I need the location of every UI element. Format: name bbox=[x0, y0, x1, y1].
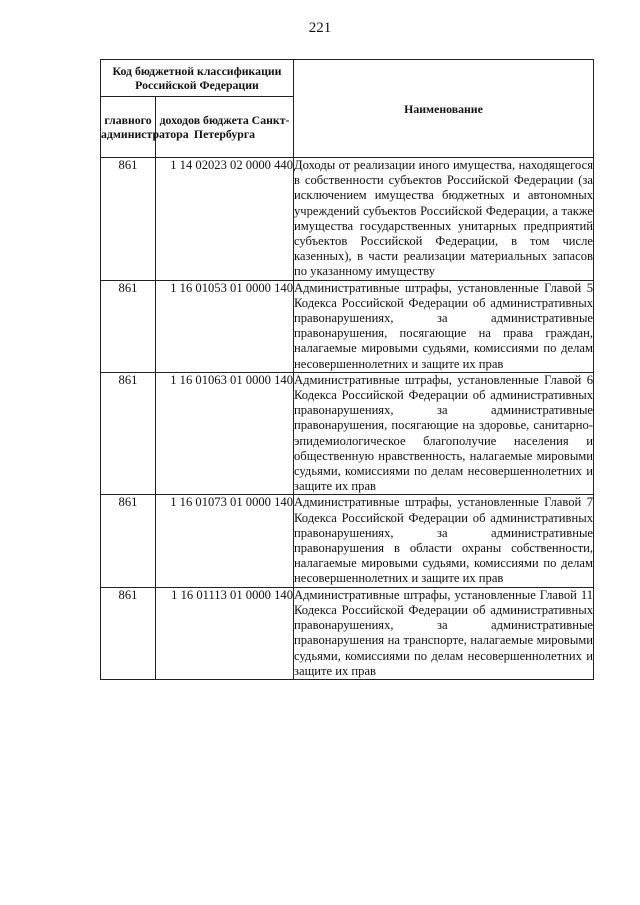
header-name: Наименование bbox=[294, 60, 594, 158]
income-code-cell: 1 16 01073 01 0000 140 bbox=[156, 495, 294, 587]
table-row bbox=[101, 372, 594, 495]
admin-code-cell: 861 bbox=[101, 280, 156, 372]
admin-code-cell: 861 bbox=[101, 587, 156, 679]
income-name-cell: Административные штрафы, установленные Главой 5 Кодекса Российской Федерации об административных правонарушениях, за административные правонарушения, посягающие на права граждан, налагаемые мировыми судьями, комиссиями по делам несовершеннолетних и защите их прав bbox=[294, 280, 593, 371]
budget-classification-table bbox=[100, 59, 594, 680]
table-row bbox=[101, 587, 594, 679]
income-name-cell: Доходы от реализации иного имущества, находящегося в собственности субъектов Российской Федерации (за исключением имущества бюджетных и автономных учреждений субъектов Российской Федерации, а также имущества государственных унитарных предприятий субъектов Российской Федерации, в том числе казенных), в части реализации материальных запасов по указанному имуществу bbox=[294, 158, 593, 279]
table-row bbox=[101, 158, 594, 281]
header-main-administrator: главного администратора bbox=[101, 97, 156, 158]
income-name-cell: Административные штрафы, установленные Главой 6 Кодекса Российской Федерации об административных правонарушениях, за административные правонарушения, посягающие на здоровье, санитарно-эпидемиологическое благополучие населения и общественную нравственность, налагаемые мировыми судьями, комиссиями по делам несовершеннолетних и защите их прав bbox=[294, 372, 593, 494]
page-number: 221 bbox=[308, 20, 332, 36]
income-name-cell: Административные штрафы, установленные Главой 7 Кодекса Российской Федерации об административных правонарушениях, за административные правонарушения в области охраны собственности, налагаемые мировыми судьями, комиссиями по делам несовершеннолетних и защите их прав bbox=[294, 495, 593, 586]
income-code-cell: 1 16 01113 01 0000 140 bbox=[156, 587, 294, 679]
income-code-cell: 1 16 01063 01 0000 140 bbox=[156, 372, 294, 495]
income-name-cell: Административные штрафы, установленные Главой 11 Кодекса Российской Федерации об административных правонарушениях, за административные правонарушения на транспорте, налагаемые мировыми судьями, комиссиями по делам несовершеннолетних и защите их прав bbox=[294, 587, 593, 678]
table-header bbox=[101, 60, 594, 158]
header-income-code: доходов бюджета Санкт-Петербурга bbox=[156, 97, 294, 158]
table-body bbox=[101, 158, 594, 680]
income-code-cell: 1 16 01053 01 0000 140 bbox=[156, 280, 294, 372]
header-budget-classification-code: Код бюджетной классификации Российской Федерации bbox=[101, 60, 294, 97]
table-row bbox=[101, 495, 594, 587]
admin-code-cell: 861 bbox=[101, 372, 156, 495]
table-row bbox=[101, 280, 594, 372]
admin-code-cell: 861 bbox=[101, 158, 156, 281]
income-code-cell: 1 14 02023 02 0000 440 bbox=[156, 158, 294, 281]
admin-code-cell: 861 bbox=[101, 495, 156, 587]
